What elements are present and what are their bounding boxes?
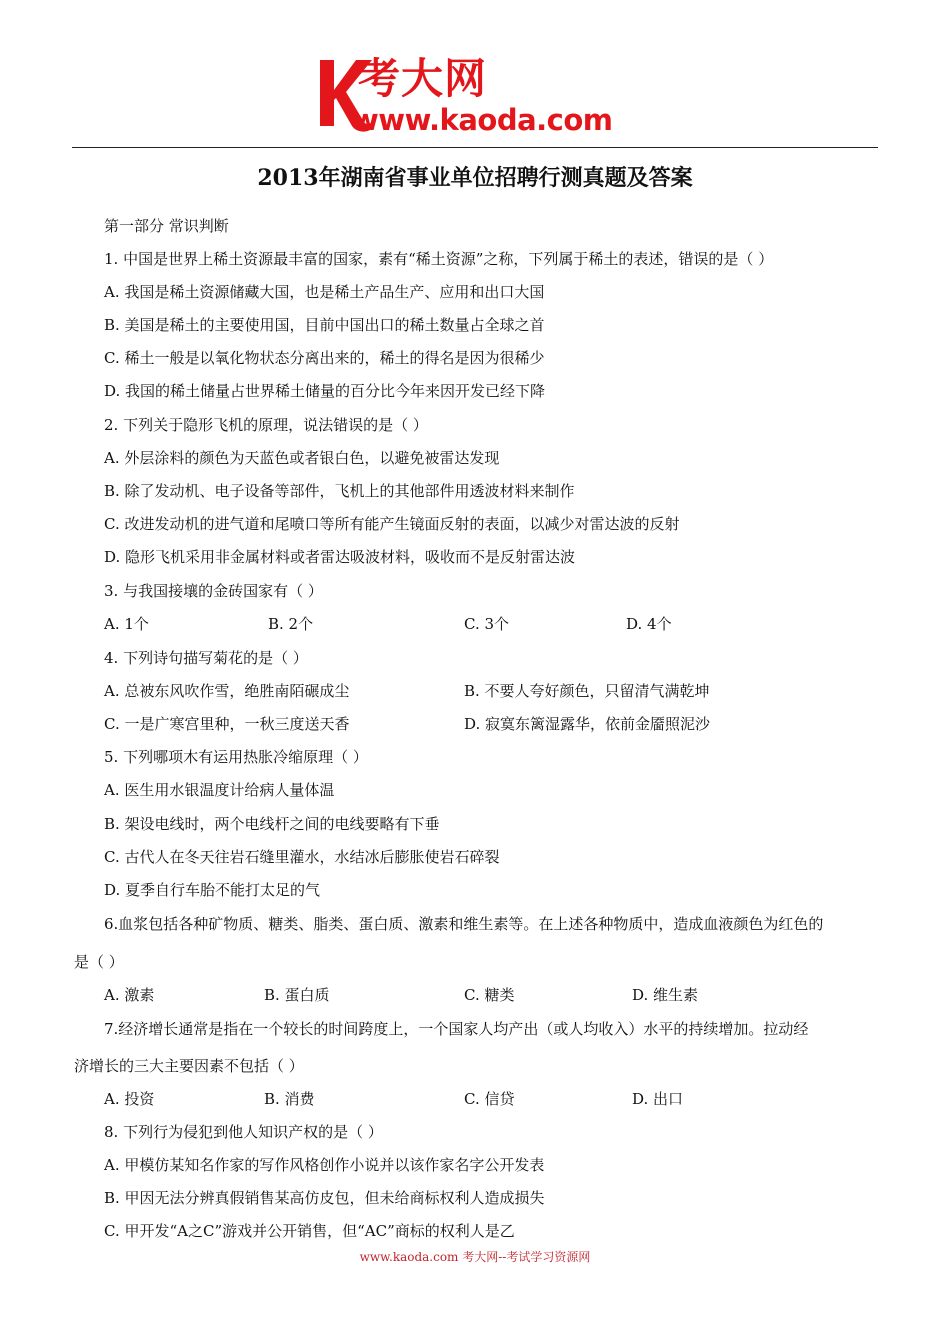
q2-option-b: B. 除了发动机、电子设备等部件，飞机上的其他部件用透波材料来制作 — [104, 482, 575, 500]
q6-option-d: D. 维生素 — [632, 986, 699, 1004]
q1-stem: 1. 中国是世界上稀土资源最丰富的国家，素有“稀土资源”之称，下列属于稀土的表述，错误的是（ ） — [104, 250, 774, 268]
q4-option-b: B. 不要人夸好颜色，只留清气满乾坤 — [464, 682, 710, 700]
q5-option-d: D. 夏季自行车胎不能打太足的气 — [104, 881, 321, 899]
q7-option-b: B. 消费 — [264, 1090, 315, 1108]
q3-option-b: B. 2个 — [268, 615, 314, 633]
q6-option-b: B. 蛋白质 — [264, 986, 330, 1004]
header-divider — [72, 147, 878, 148]
logo-url: www.kaoda.com — [352, 103, 613, 137]
q7-option-d: D. 出口 — [632, 1090, 684, 1108]
logo-brand-name: 考大网 — [358, 54, 488, 103]
document-title: 2013年湖南省事业单位招聘行测真题及答案 — [257, 165, 693, 191]
q3-option-d: D. 4个 — [626, 615, 672, 633]
q5-option-b: B. 架设电线时，两个电线杆之间的电线要略有下垂 — [104, 815, 440, 833]
q2-option-a: A. 外层涂料的颜色为天蓝色或者银白色，以避免被雷达发现 — [104, 449, 500, 467]
q7-option-a: A. 投资 — [104, 1090, 155, 1108]
q5-option-a: A. 医生用水银温度计给病人量体温 — [104, 781, 335, 799]
q7-option-c: C. 信贷 — [464, 1090, 515, 1108]
q8-option-a: A. 甲模仿某知名作家的写作风格创作小说并以该作家名字公开发表 — [104, 1156, 545, 1174]
q8-option-b: B. 甲因无法分辨真假销售某高仿皮包，但未给商标权利人造成损失 — [104, 1189, 545, 1207]
q2-stem: 2. 下列关于隐形飞机的原理，说法错误的是（ ） — [104, 416, 428, 434]
q3-option-c: C. 3个 — [464, 615, 510, 633]
q6-option-c: C. 糖类 — [464, 986, 515, 1004]
q2-option-c: C. 改进发动机的进气道和尾喷口等所有能产生镜面反射的表面，以减少对雷达波的反射 — [104, 515, 680, 533]
q3-option-a: A. 1个 — [104, 615, 149, 633]
footer-link[interactable]: www.kaoda.com 考大网--考试学习资源网 — [359, 1250, 591, 1264]
q8-stem: 8. 下列行为侵犯到他人知识产权的是（ ） — [104, 1123, 383, 1141]
q5-stem: 5. 下列哪项木有运用热胀冷缩原理（ ） — [104, 748, 368, 766]
q6-stem-line1: 6.血浆包括各种矿物质、糖类、脂类、蛋白质、激素和维生素等。在上述各种物质中，造成血液颜色为红色的 — [104, 915, 824, 933]
q3-stem: 3. 与我国接壤的金砖国家有（ ） — [104, 582, 323, 600]
q6-option-a: A. 激素 — [104, 986, 155, 1004]
q2-option-d: D. 隐形飞机采用非金属材料或者雷达吸波材料，吸收而不是反射雷达波 — [104, 548, 576, 566]
q4-option-d: D. 寂寞东篱湿露华，依前金靥照泥沙 — [464, 715, 711, 733]
kaoda-logo[interactable] — [316, 52, 646, 142]
q1-option-d: D. 我国的稀土储量占世界稀土储量的百分比今年来因开发已经下降 — [104, 382, 546, 400]
q1-option-c: C. 稀土一般是以氧化物状态分离出来的，稀土的得名是因为很稀少 — [104, 349, 545, 367]
q4-stem: 4. 下列诗句描写菊花的是（ ） — [104, 649, 308, 667]
q1-option-a: A. 我国是稀土资源储藏大国，也是稀土产品生产、应用和出口大国 — [104, 283, 545, 301]
section-heading: 第一部分 常识判断 — [104, 217, 229, 235]
q7-stem-line1: 7.经济增长通常是指在一个较长的时间跨度上，一个国家人均产出（或人均收入）水平的持续增加。拉动经 — [104, 1020, 809, 1038]
q4-option-a: A. 总被东风吹作雪，绝胜南陌碾成尘 — [104, 682, 350, 700]
q5-option-c: C. 古代人在冬天往岩石缝里灌水，水结冰后膨胀使岩石碎裂 — [104, 848, 500, 866]
q8-option-c: C. 甲开发“A之C”游戏并公开销售，但“AC”商标的权利人是乙 — [104, 1222, 515, 1240]
q7-stem-line2: 济增长的三大主要因素不包括（ ） — [74, 1057, 304, 1075]
q6-stem-line2: 是（ ） — [74, 953, 124, 971]
q1-option-b: B. 美国是稀土的主要使用国，目前中国出口的稀土数量占全球之首 — [104, 316, 545, 334]
q4-option-c: C. 一是广寒宫里种，一秋三度送天香 — [104, 715, 350, 733]
